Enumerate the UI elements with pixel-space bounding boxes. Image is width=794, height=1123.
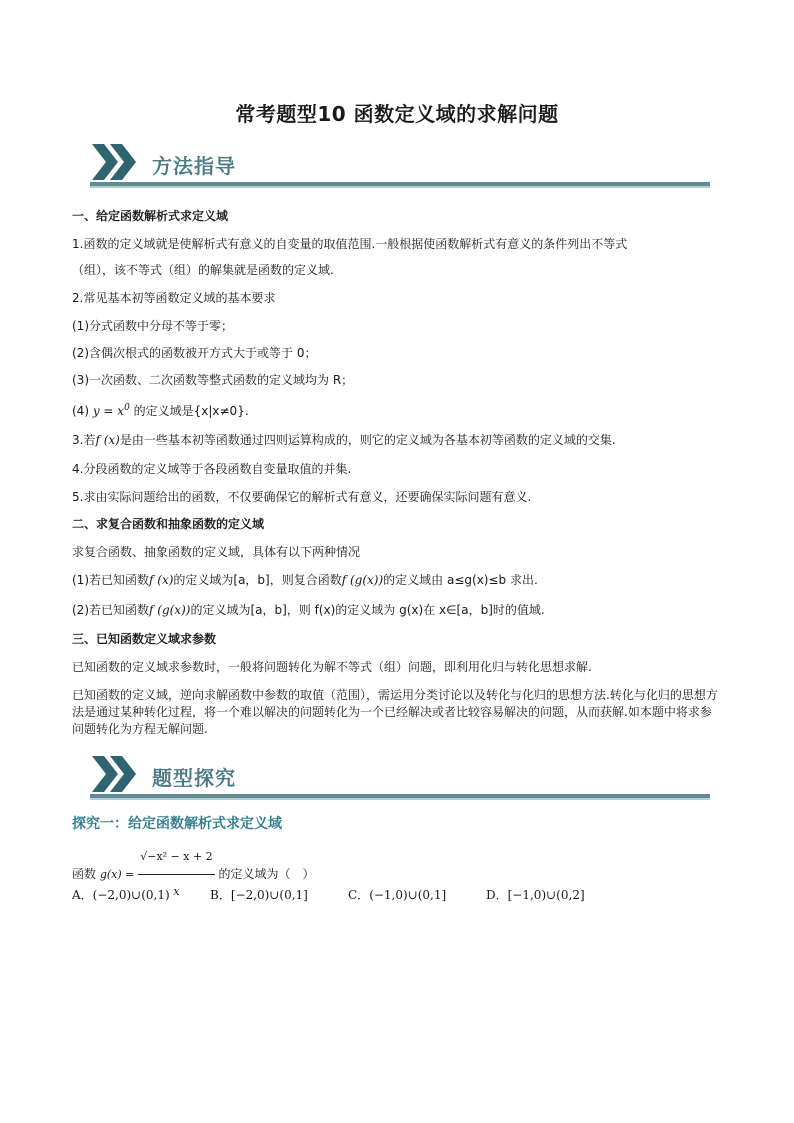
s1-item-4-prefix: (4) <box>72 404 89 418</box>
s2-item-1-text: 的定义域由 a≤g(x)≤b 求出. <box>383 573 538 587</box>
s1-paragraph-3-text: 是由一些基本初等函数通过四则运算构成的，则它的定义域为各基本初等函数的定义域的交集. <box>119 433 616 447</box>
section-1-heading: 一、给定函数解析式求定义域 <box>72 209 229 223</box>
choice-d[interactable] <box>486 886 585 903</box>
fx-formula: f (x) <box>149 573 174 587</box>
choice-value: [−1,0)∪(0,2] <box>507 888 585 902</box>
s2-item-1 <box>72 572 722 589</box>
s1-item-4 <box>72 400 722 420</box>
section-3-heading: 三、已知函数定义域求参数 <box>72 632 217 646</box>
choice-c[interactable] <box>348 886 446 903</box>
choice-label: A． <box>72 888 93 902</box>
choice-b[interactable] <box>210 886 308 903</box>
s2-item-2 <box>72 602 722 619</box>
s1-paragraph-1-cont: （组），该不等式（组）的解集就是函数的定义域. <box>72 263 334 277</box>
s1-item-2: (2)含偶次根式的函数被开方式大于或等于 0； <box>72 346 317 360</box>
s2-item-1-prefix: (1)若已知函数 <box>72 573 149 587</box>
s1-item-4-text: 的定义域是{x|x≠0}. <box>133 404 249 418</box>
choice-value: (−1,0)∪(0,1] <box>369 888 447 902</box>
banner-label: 题型探究 <box>152 766 236 790</box>
choice-label: D． <box>486 888 508 902</box>
section-2-heading: 二、求复合函数和抽象函数的定义域 <box>72 517 265 531</box>
s3-paragraph-2: 已知函数的定义域，逆向求解函数中参数的取值（范围），需运用分类讨论以及转化与化归的思想方法.转化与化归的思想方法是通过某种转化过程，将一个难以解决的问题转化为一个已经解决或者比较容易解决的问题，从而获解.如本题中将求参问题转化为方程无解问题. <box>72 688 718 736</box>
double-chevron-icon <box>90 142 140 182</box>
banner-rule-light <box>90 186 710 188</box>
choice-label: B． <box>210 888 231 902</box>
banner-rule-light <box>90 798 710 800</box>
s2-item-2-prefix: (2)若已知函数 <box>72 603 149 617</box>
explore-1-heading: 探究一：给定函数解析式求定义域 <box>72 816 282 832</box>
s1-item-1: (1)分式函数中分母不等于零； <box>72 319 233 333</box>
choice-label: C． <box>348 888 370 902</box>
s2-item-1-mid: 的定义域为[a，b]，则复合函数 <box>173 573 342 587</box>
fgx-formula: f (g(x)) <box>149 603 191 617</box>
question-suffix: 的定义域为（ ） <box>218 867 315 881</box>
s2-paragraph-1: 求复合函数、抽象函数的定义域，具体有以下两种情况 <box>72 545 361 559</box>
power-function-formula: y = x <box>92 404 125 418</box>
function-name: g(x) = <box>99 868 135 881</box>
s1-paragraph-1: 1.函数的定义域就是使解析式有意义的自变量的取值范围.一般根据使函数解析式有意义的条件列出不等式 <box>72 237 628 251</box>
choice-value: (−2,0)∪(0,1) <box>92 888 170 902</box>
s2-item-2-text: 的定义域为[a，b]，则 f(x)的定义域为 g(x)在 x∈[a，b]时的值域. <box>190 603 545 617</box>
s3-paragraph-1: 已知函数的定义域求参数时，一般将问题转化为解不等式（组）问题，即利用化归与转化思想求解. <box>72 660 592 674</box>
method-guide-banner <box>90 142 710 188</box>
s1-paragraph-5: 5.求由实际问题给出的函数，不仅要确保它的解析式有意义，还要确保实际问题有意义. <box>72 490 532 504</box>
question-explore-banner <box>90 754 710 800</box>
s1-item-3: (3)一次函数、二次函数等整式函数的定义域均为 R； <box>72 373 354 387</box>
choice-a[interactable] <box>72 886 170 903</box>
s1-paragraph-3 <box>72 432 722 449</box>
s1-paragraph-4: 4.分段函数的定义域等于各段函数自变量取值的并集. <box>72 462 352 476</box>
fgx-formula: f (g(x)) <box>341 573 384 587</box>
page-title: 常考题型10 函数定义域的求解问题 <box>235 102 559 126</box>
banner-label: 方法指导 <box>152 154 236 178</box>
question-prefix: 函数 <box>72 867 97 881</box>
power-exponent: 0 <box>124 403 130 413</box>
fraction-numerator: √−x² − x + 2 <box>138 840 214 875</box>
choice-value: [−2,0)∪(0,1] <box>230 888 308 902</box>
fraction-denominator: x <box>173 885 180 898</box>
s1-paragraph-3-prefix: 3.若 <box>72 433 96 447</box>
double-chevron-icon <box>90 754 140 794</box>
s1-paragraph-2: 2.常见基本初等函数定义域的基本要求 <box>72 291 276 305</box>
fx-formula: f (x) <box>95 433 120 447</box>
